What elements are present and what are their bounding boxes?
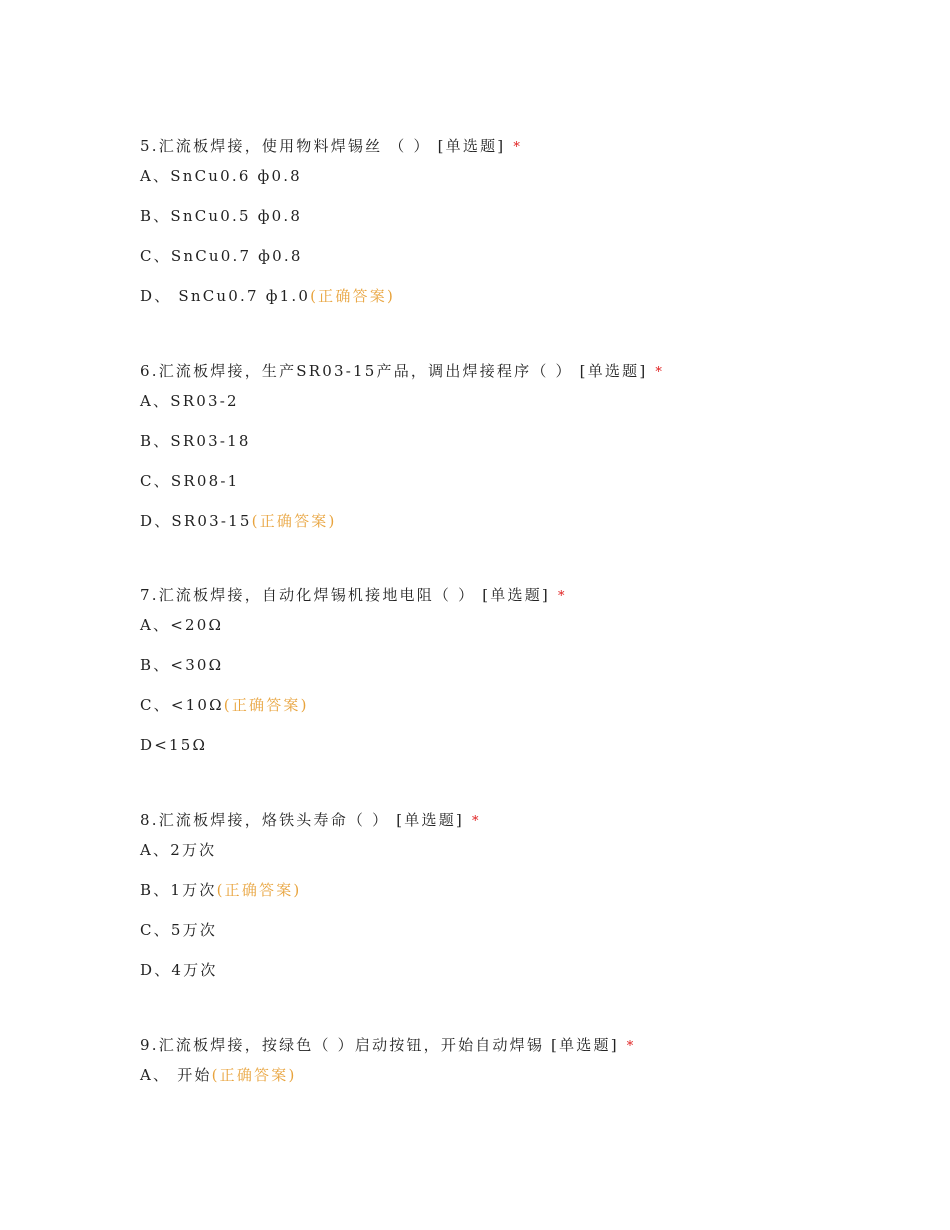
option-text: A、SR03-2 [140,392,239,410]
correct-answer-label: (正确答案) [223,696,309,714]
option-item [140,166,302,186]
question-title [140,361,664,383]
question-title [140,585,567,607]
option-item [140,246,303,266]
option-text: B、SnCu0.5 ф0.8 [140,207,303,225]
question-title-text: 9.汇流板焊接，按绿色（ ）启动按钮，开始自动焊锡 [单选题] [140,1036,619,1054]
option-text: C、5万次 [140,921,218,939]
option-text: A、SnCu0.6 ф0.8 [140,167,302,185]
option-item [140,655,223,675]
question-title-text: 7.汇流板焊接，自动化焊锡机接地电阻（ ） [单选题] [140,586,550,604]
option-item [140,471,239,491]
option-item [140,735,207,755]
question-title-text: 8.汇流板焊接，烙铁头寿命（ ） [单选题] [140,811,464,829]
option-item [140,880,301,900]
option-item [140,431,251,451]
option-item [140,206,302,226]
option-text: A、<20Ω [140,616,224,634]
option-text: D、SR03-15 [140,512,252,530]
option-text: C、SR08-1 [140,472,240,490]
required-mark: * [513,140,523,155]
option-item [140,615,223,635]
option-item [140,695,309,715]
option-item [140,840,216,860]
option-text: A、 开始 [140,1066,212,1084]
question-title [140,1035,635,1057]
required-mark: * [557,589,567,604]
option-text: D<15Ω [140,736,208,754]
option-item [140,391,239,411]
correct-answer-label: (正确答案) [211,1066,297,1084]
option-text: B、SR03-18 [140,432,251,450]
option-item [140,511,337,531]
option-text: D、4万次 [140,961,218,979]
required-mark: * [471,814,481,829]
option-text: B、<30Ω [140,656,224,674]
option-text: A、2万次 [140,841,217,859]
correct-answer-label: (正确答案) [251,512,337,530]
option-item [140,286,395,306]
option-text: B、1万次 [140,881,217,899]
correct-answer-label: (正确答案) [310,287,395,305]
option-text: C、<10Ω [140,696,224,714]
required-mark: * [626,1039,636,1054]
option-text: C、SnCu0.7 ф0.8 [140,247,303,265]
option-item [140,1065,297,1085]
option-item [140,920,217,940]
option-item [140,960,218,980]
question-title-text: 6.汇流板焊接，生产SR03-15产品，调出焊接程序（ ） [单选题] [140,362,648,380]
correct-answer-label: (正确答案) [216,881,302,899]
required-mark: * [655,365,665,380]
question-title-text: 5.汇流板焊接，使用物料焊锡丝 （ ） [单选题] [140,137,506,155]
question-title [140,136,522,158]
option-text: D、 SnCu0.7 ф1.0 [140,287,311,305]
question-title [140,810,481,832]
